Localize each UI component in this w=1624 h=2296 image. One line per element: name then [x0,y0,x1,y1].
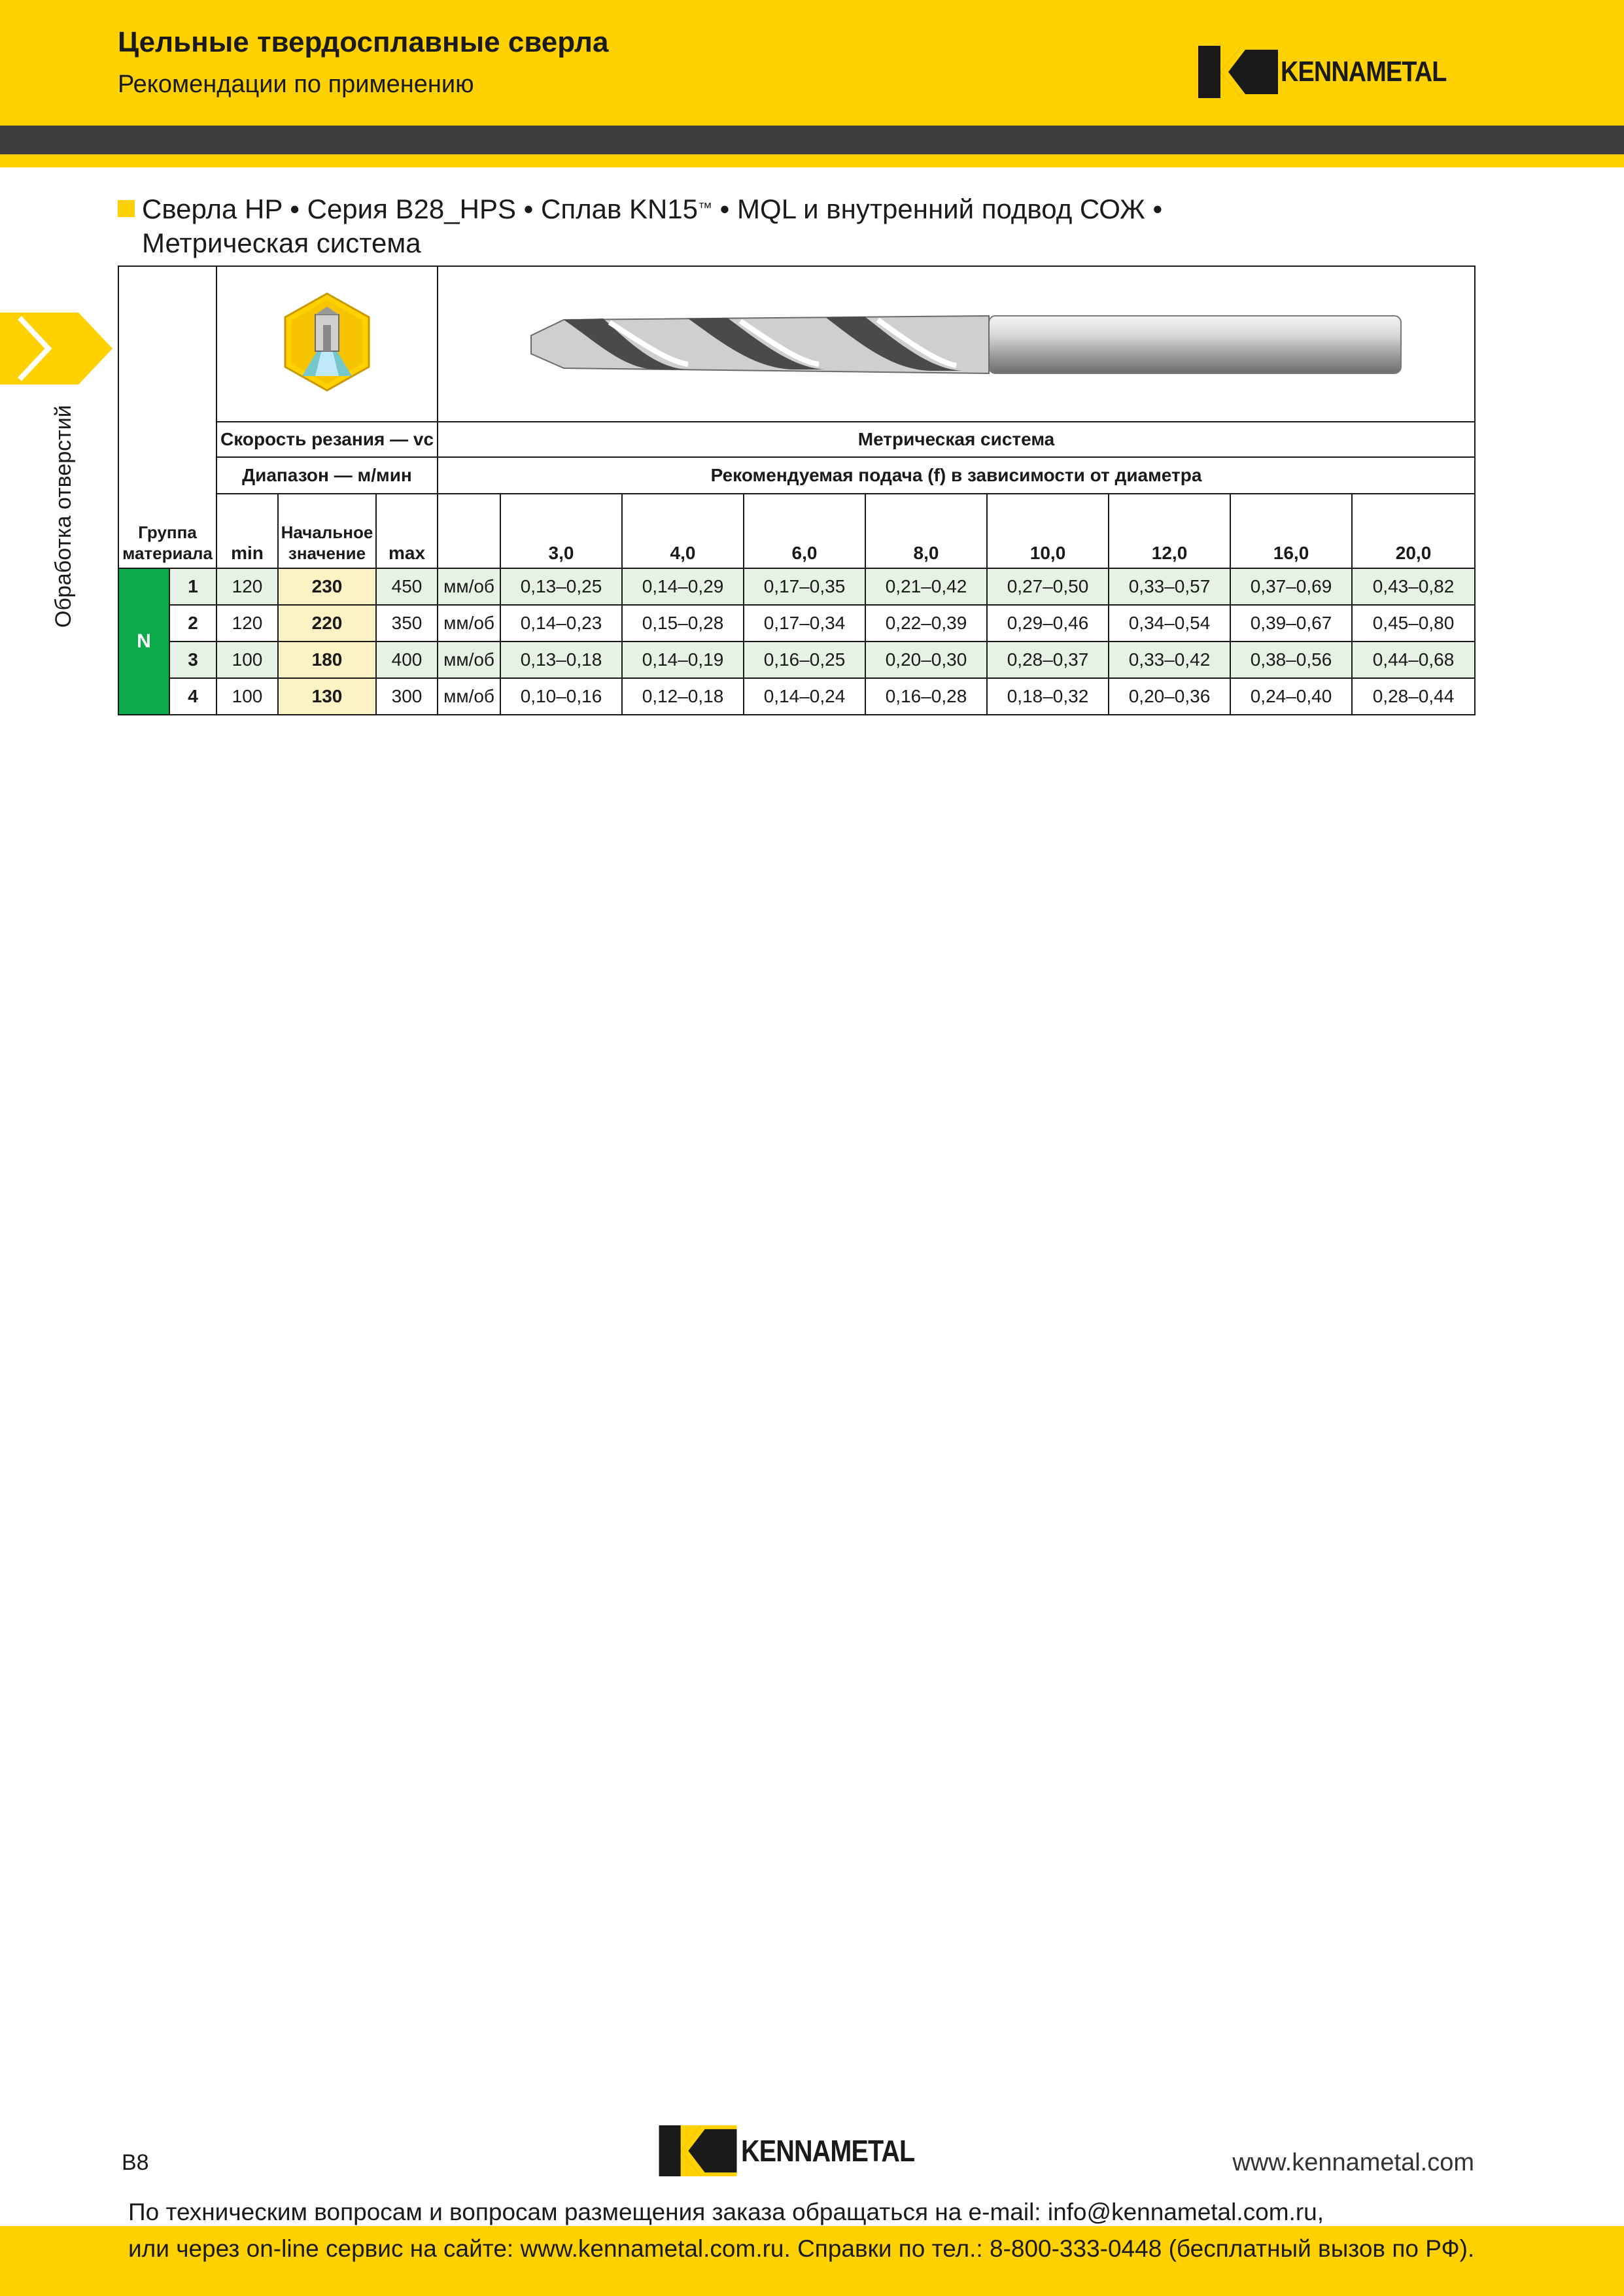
feed-value: 0,37–0,69 [1230,568,1352,605]
diameter-header: 8,0 [865,494,987,568]
trademark-mark: ™ [698,199,713,216]
sub-group: 4 [169,678,216,715]
sub-group: 2 [169,605,216,642]
feed-value: 0,44–0,68 [1352,642,1475,678]
feed-value: 0,29–0,46 [987,605,1109,642]
sub-group: 1 [169,568,216,605]
diameter-header: 3,0 [500,494,622,568]
speed-nominal: 180 [278,642,376,678]
page-title: Цельные твердосплавные сверла [118,26,609,58]
kennametal-logo-top [1198,46,1474,98]
table-row [118,605,1475,642]
feed-value: 0,33–0,57 [1109,568,1230,605]
feed-value: 0,14–0,19 [622,642,744,678]
kennametal-k-icon [657,2125,738,2176]
table-row [118,678,1475,715]
feed-value: 0,39–0,67 [1230,605,1352,642]
metric-system-header: Метрическая система [438,422,1475,457]
coolant-hexagon-icon [281,291,373,393]
material-group-n: N [118,568,169,715]
feed-value: 0,34–0,54 [1109,605,1230,642]
feed-value: 0,14–0,29 [622,568,744,605]
application-table [118,266,1476,715]
drill-icon [492,296,1421,388]
page-number: B8 [122,2150,149,2175]
feed-value: 0,38–0,56 [1230,642,1352,678]
feed-value: 0,17–0,35 [744,568,865,605]
feed-value: 0,24–0,40 [1230,678,1352,715]
unit-header [438,494,500,568]
header-yellow-line [0,154,1624,167]
min-header: min [216,494,278,568]
speed-min: 120 [216,605,278,642]
feed-value: 0,27–0,50 [987,568,1109,605]
contact-info-line2: или через on-line сервис на сайте: www.kennametal.com.ru. Справки по тел.: 8-800-333-0448 (бесплатный вызов по РФ). [128,2235,1475,2262]
feed-unit: мм/об [438,678,500,715]
drill-image-cell [438,266,1475,422]
speed-nominal: 230 [278,568,376,605]
website-link[interactable]: www.kennametal.com [1232,2149,1474,2176]
group-header: Группа материала [122,523,213,563]
logo-text: KENNAMETAL [741,2134,915,2168]
group-header-cell [118,266,216,568]
feed-unit: мм/об [438,642,500,678]
speed-min: 120 [216,568,278,605]
nominal-header-cell [278,494,376,568]
range-header: Диапазон — м/мин [216,457,438,494]
table-row [118,642,1475,678]
feed-value: 0,10–0,16 [500,678,622,715]
speed-max: 350 [376,605,438,642]
diameter-header: 12,0 [1109,494,1230,568]
header-gray-band [0,126,1624,154]
diameter-header: 10,0 [987,494,1109,568]
speed-max: 300 [376,678,438,715]
feed-header: Рекомендуемая подача (f) в зависимости от диаметра [438,457,1475,494]
feed-value: 0,33–0,42 [1109,642,1230,678]
feed-value: 0,16–0,28 [865,678,987,715]
speed-max: 450 [376,568,438,605]
section-marker-icon [118,200,135,217]
kennametal-logo-bottom [657,2125,943,2176]
feed-value: 0,14–0,23 [500,605,622,642]
coolant-icon-cell [216,266,438,422]
feed-value: 0,15–0,28 [622,605,744,642]
section-title [142,192,1162,260]
feed-value: 0,14–0,24 [744,678,865,715]
feed-unit: мм/об [438,568,500,605]
feed-value: 0,13–0,25 [500,568,622,605]
logo-text: KENNAMETAL [1281,56,1447,88]
sub-group: 3 [169,642,216,678]
feed-value: 0,21–0,42 [865,568,987,605]
diameter-header: 6,0 [744,494,865,568]
feed-value: 0,17–0,34 [744,605,865,642]
section-title-part2: • MQL и внутренний подвод СОЖ • [712,194,1163,224]
feed-value: 0,12–0,18 [622,678,744,715]
feed-value: 0,45–0,80 [1352,605,1475,642]
section-title-line2: Метрическая система [142,228,421,258]
feed-value: 0,22–0,39 [865,605,987,642]
speed-nominal: 130 [278,678,376,715]
feed-value: 0,18–0,32 [987,678,1109,715]
side-tab-label: Обработка отверстий [51,405,76,628]
speed-min: 100 [216,678,278,715]
speed-min: 100 [216,642,278,678]
feed-value: 0,20–0,30 [865,642,987,678]
diameter-header: 20,0 [1352,494,1475,568]
nominal-header: Начальное значение [281,523,373,563]
feed-value: 0,28–0,37 [987,642,1109,678]
kennametal-k-icon [1198,46,1278,98]
feed-value: 0,28–0,44 [1352,678,1475,715]
section-title-part1: Сверла HP • Серия B28_HPS • Сплав KN15 [142,194,699,224]
speed-header: Скорость резания — vc [216,422,438,457]
feed-value: 0,13–0,18 [500,642,622,678]
feed-value: 0,16–0,25 [744,642,865,678]
feed-unit: мм/об [438,605,500,642]
diameter-header: 4,0 [622,494,744,568]
feed-value: 0,20–0,36 [1109,678,1230,715]
speed-max: 400 [376,642,438,678]
page-subtitle: Рекомендации по применению [118,71,474,98]
side-tab-chevron-icon [0,313,112,385]
diameter-header: 16,0 [1230,494,1352,568]
contact-info-line1: По техническим вопросам и вопросам размещения заказа обращаться на e-mail: info@kennametal.com.ru, [128,2199,1324,2225]
speed-nominal: 220 [278,605,376,642]
table-row [118,568,1475,605]
feed-value: 0,43–0,82 [1352,568,1475,605]
max-header: max [376,494,438,568]
